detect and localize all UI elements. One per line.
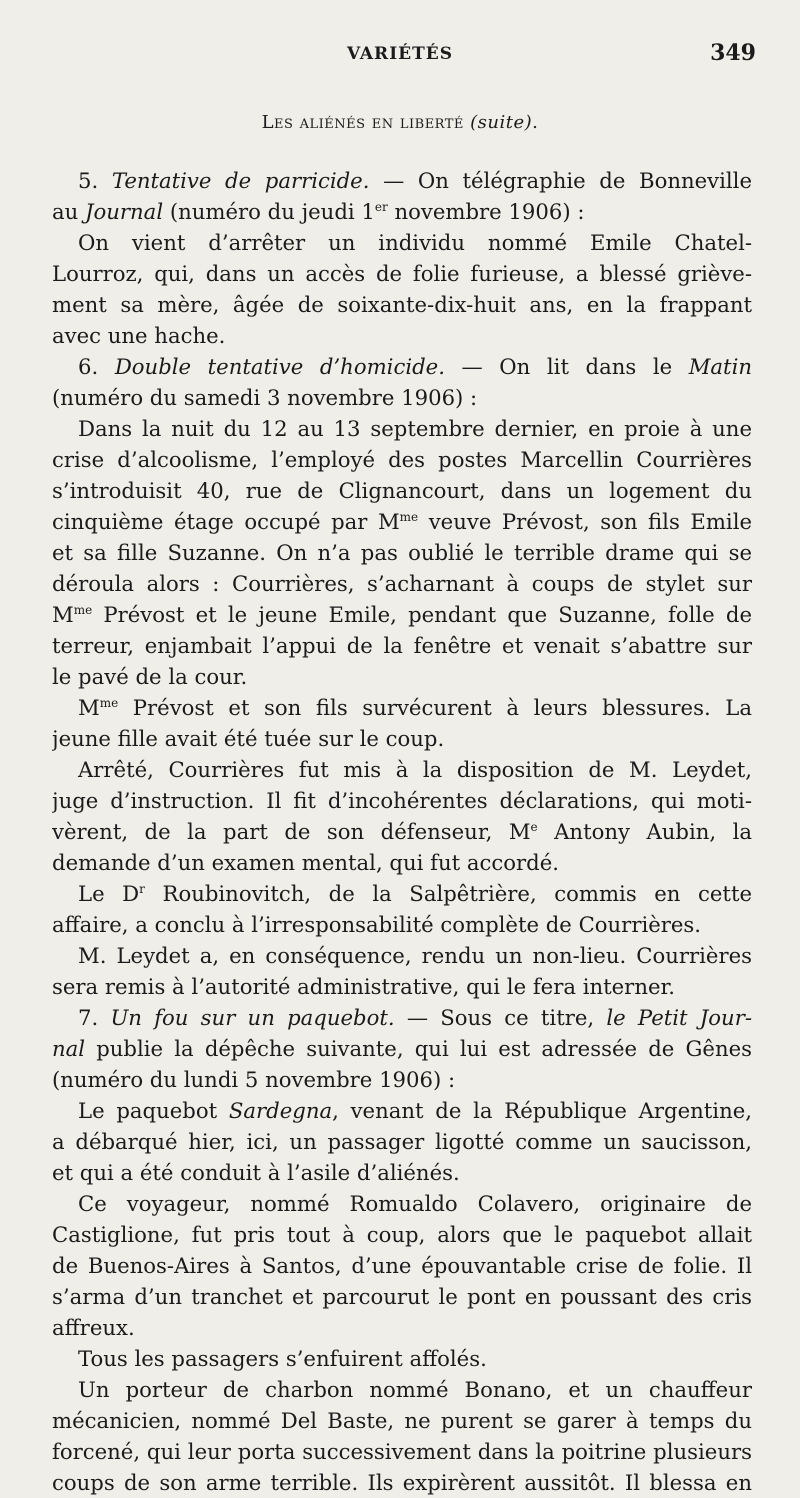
body-text <box>52 165 752 1498</box>
text-line: de Buenos-Aires à Santos, d’une épouvantable crise de folie. Il <box>52 1253 752 1278</box>
text-line: $M^{me}$ Prévost et le jeune Emile, pendant que Suzanne, folle de <box>52 602 752 627</box>
text-line: le pavé de la cour. <box>52 664 248 689</box>
text-line: ment sa mère, âgée de soixante-dix-huit ans, en la frappant <box>52 292 752 317</box>
text-line: vèrent, de la part de son défenseur, Me Antony Aubin, la <box>52 819 752 844</box>
text-line: et sa fille Suzanne. On n’a pas oublié le terrible drame qui se <box>52 540 752 565</box>
text-line: $M^{me}$ Prévost et son fils survécurent à leurs blessures. La <box>78 695 752 720</box>
text-line: (numéro du samedi 3 novembre 1906) : <box>52 385 478 410</box>
text-line: a débarqué hier, ici, un passager ligotté comme un saucisson, <box>52 1129 752 1154</box>
text-line: M. Leydet a, en conséquence, rendu un non-lieu. Courrières <box>78 943 752 968</box>
running-title: VARIÉTÉS <box>347 44 453 64</box>
text-line: Dans la nuit du 12 au 13 septembre dernier, en proie à une <box>78 416 752 441</box>
text-line: jeune fille avait été tuée sur le coup. <box>52 726 445 751</box>
running-header <box>0 40 800 76</box>
text-line: mécanicien, nommé Del Baste, ne purent se garer à temps du <box>52 1408 752 1433</box>
text-line: cinquième étage occupé par $M^{me}$ veuve Prévost, son fils Emile <box>52 509 752 534</box>
text-line: forcené, qui leur porta successivement dans la poitrine plusieurs <box>52 1439 752 1464</box>
text-line: crise d’alcoolisme, l’employé des postes Marcellin Courrières <box>52 447 752 472</box>
text-line: Le paquebot Sardegna, venant de la République Argentine, <box>78 1098 752 1123</box>
text-line: Le $D^r$ Roubinovitch, de la Salpêtrière, commis en cette <box>78 881 752 906</box>
text-line: 7. Un fou sur un paquebot. — Sous ce titre, le Petit Jour- <box>78 1005 752 1030</box>
text-line: Un porteur de charbon nommé Bonano, et un chauffeur <box>78 1377 752 1402</box>
page-number: 349 <box>710 40 756 66</box>
text-line: On vient d’arrêter un individu nommé Emile Chatel- <box>78 230 752 255</box>
text-line: 6. Double tentative d’homicide. — On lit dans le Matin <box>78 354 752 379</box>
text-line: Tous les passagers s’enfuirent affolés. <box>78 1346 487 1371</box>
text-line: terreur, enjambait l’appui de la fenêtre et venait s’abattre sur <box>52 633 752 658</box>
text-line: Lourroz, qui, dans un accès de folie furieuse, a blessé grièvе- <box>52 261 752 286</box>
text-line: nal publie la dépêche suivante, qui lui est adressée de Gênes <box>52 1036 752 1061</box>
text-line: Ce voyageur, nommé Romualdo Colavero, originaire de <box>78 1191 752 1216</box>
text-line: s’introduisit 40, rue de Clignancourt, dans un logement du <box>52 478 752 503</box>
section-title <box>0 112 800 133</box>
text-line: déroula alors : Courrières, s’acharnant à coups de stylet sur <box>52 571 752 596</box>
text-line: coups de son arme terrible. Ils expirèrent aussitôt. Il blessa en <box>52 1470 752 1495</box>
text-line: et qui a été conduit à l’asile d’aliénés. <box>52 1160 460 1185</box>
text-line: Arrêté, Courrières fut mis à la disposition de M. Leydet, <box>78 757 752 782</box>
text-line: sera remis à l’autorité administrative, qui le fera interner. <box>52 974 676 999</box>
text-line: affaire, a conclu à l’irresponsabilité complète de Courrières. <box>52 912 702 937</box>
text-line: 5. Tentative de parricide. — On télégraphie de Bonneville <box>78 168 752 193</box>
text-line: demande d’un examen mental, qui fut accordé. <box>52 850 559 875</box>
text-line: au Journal (numéro du jeudi 1er novembre 1906) : <box>52 199 585 224</box>
section-title-suffix: (suite) <box>470 112 533 133</box>
text-line: avec une hache. <box>52 323 226 348</box>
text-line: (numéro du lundi 5 novembre 1906) : <box>52 1067 456 1092</box>
text-line: Castiglione, fut pris tout à coup, alors que le paquebot allait <box>52 1222 752 1247</box>
section-title-main: Les aliénés en liberté <box>261 112 464 133</box>
section-title-end: . <box>532 112 539 133</box>
text-line: s’arma d’un tranchet et parcourut le pont en poussant des cris <box>52 1284 752 1309</box>
text-line: juge d’instruction. Il fit d’incohérentes déclarations, qui moti- <box>52 788 752 813</box>
text-line: affreux. <box>52 1315 135 1340</box>
